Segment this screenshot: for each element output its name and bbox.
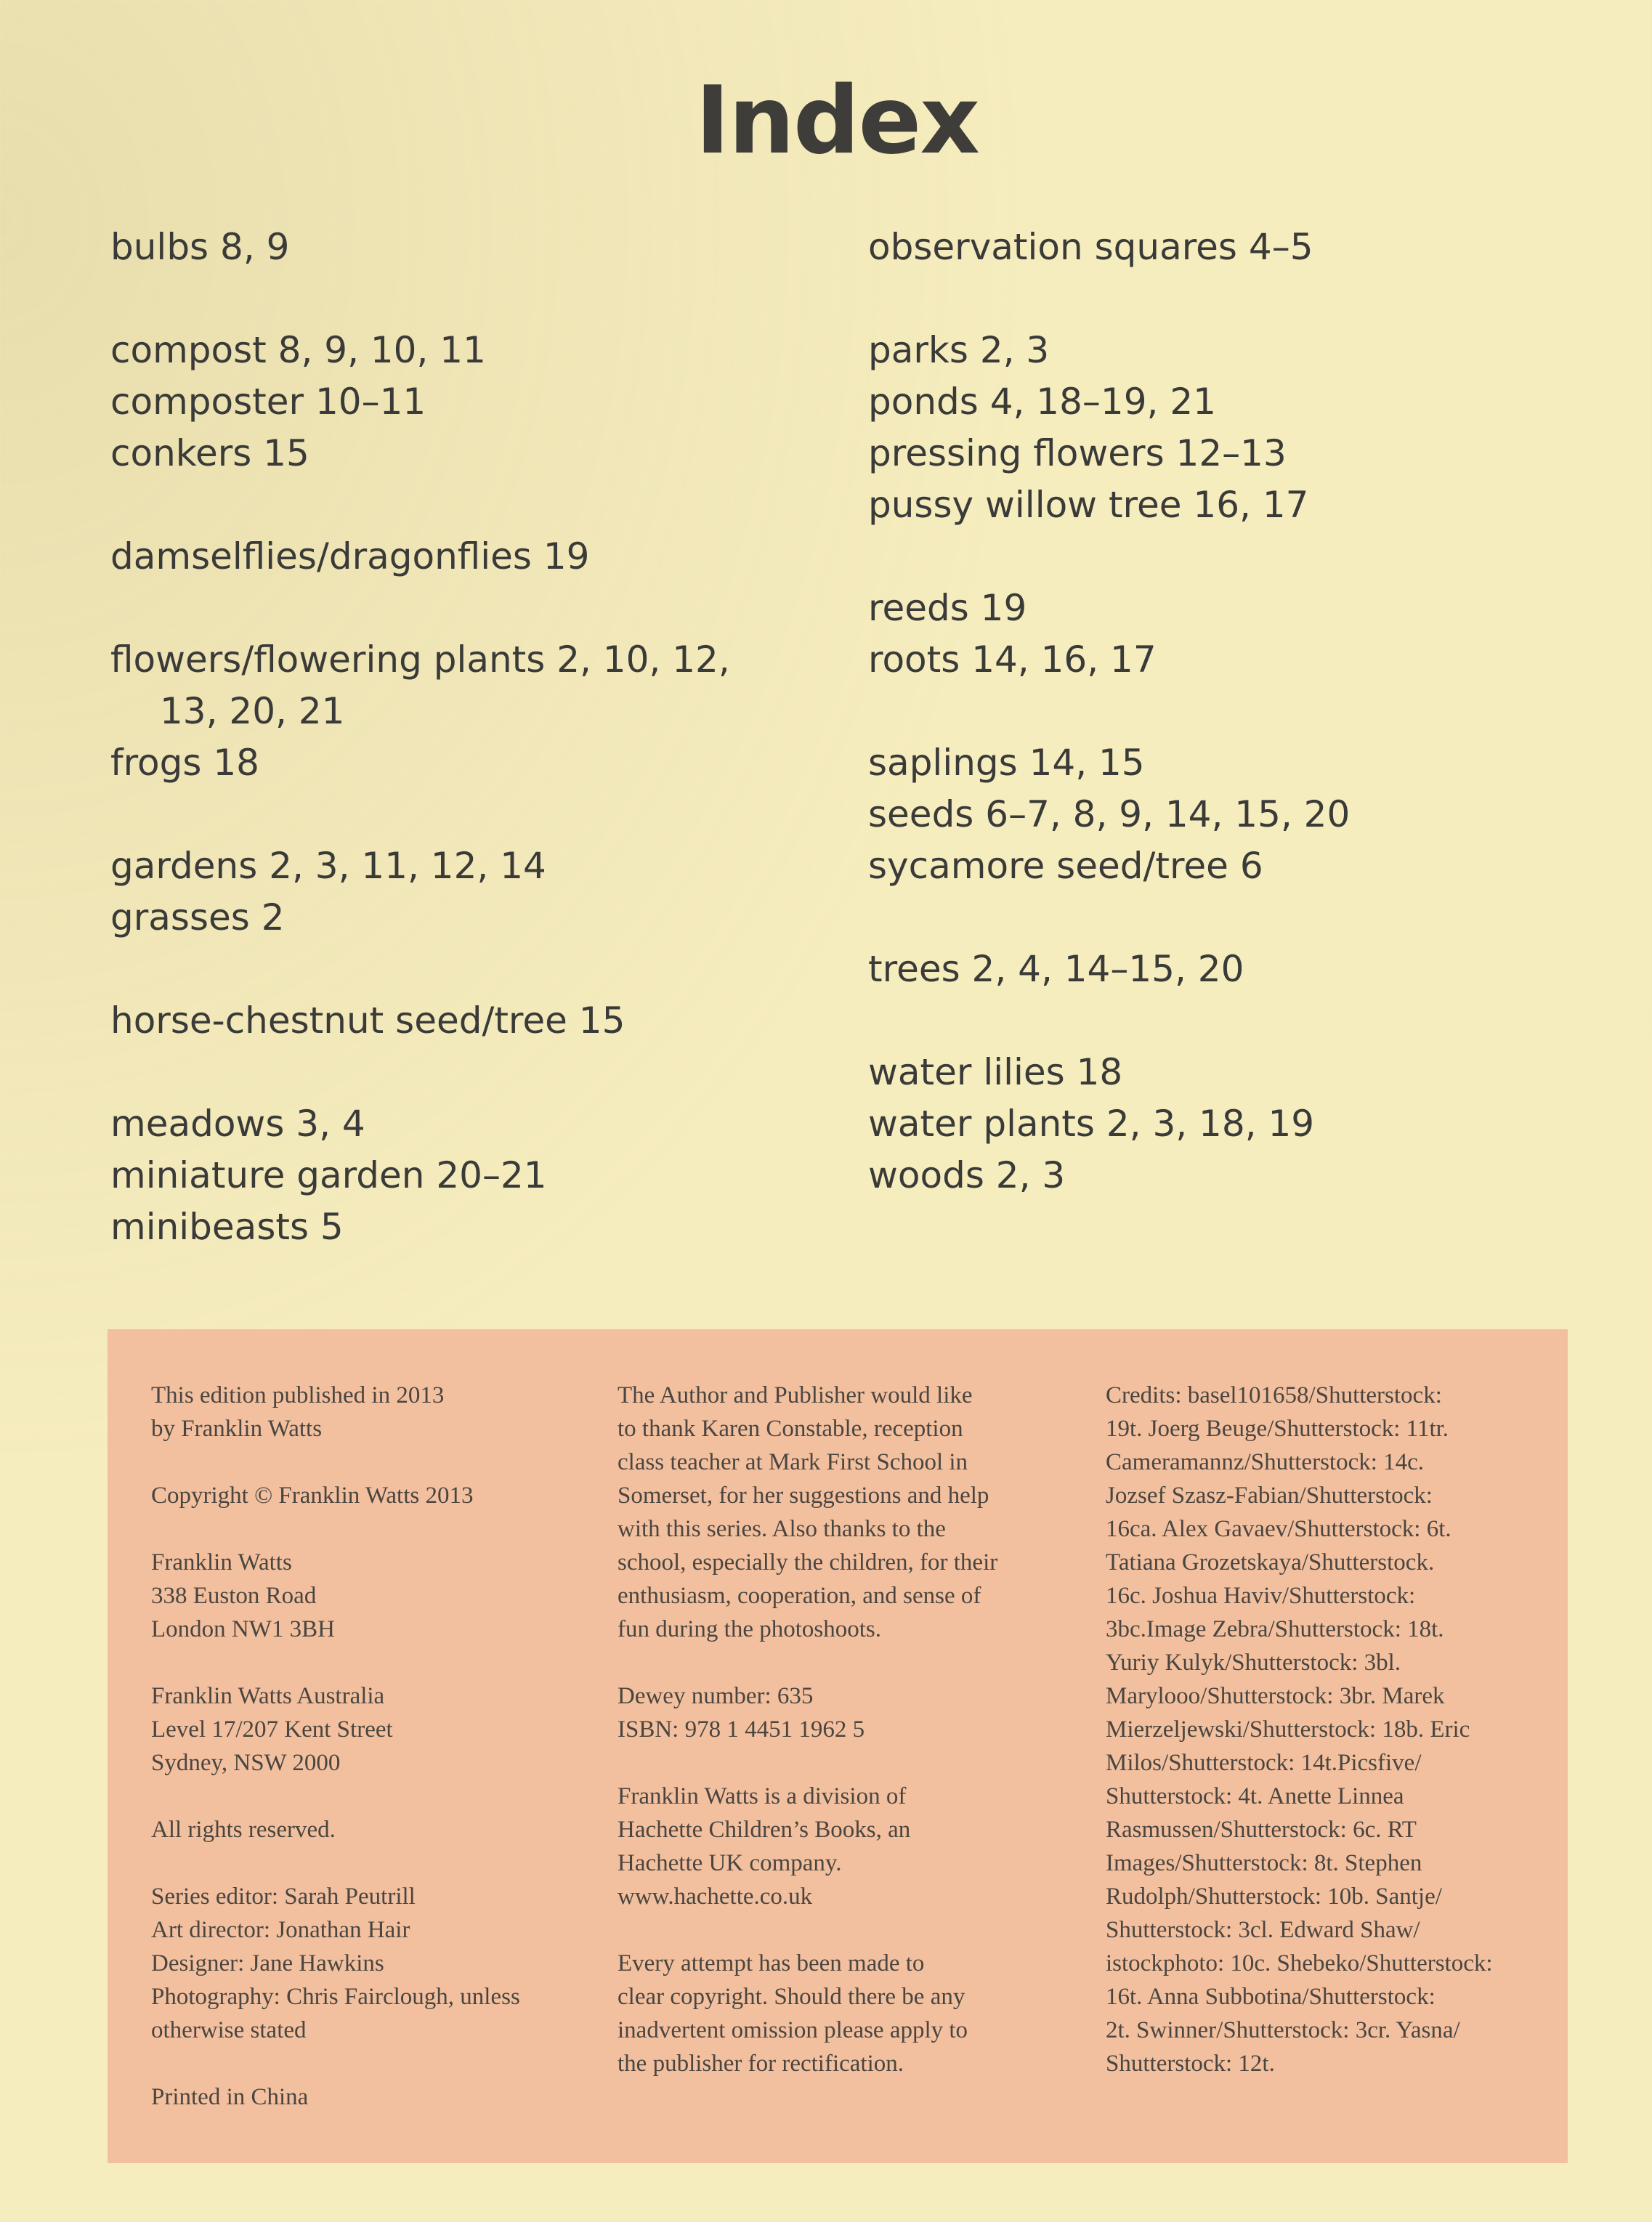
- imprint-paragraph: [151, 1679, 520, 1780]
- index-term: pussy willow tree 16, 17: [868, 484, 1309, 526]
- imprint-line: Rasmussen/Shutterstock: 6c. RT: [1106, 1817, 1417, 1843]
- imprint-line: Somerset, for her suggestions and help: [618, 1483, 989, 1509]
- imprint-column-publication: [151, 1379, 520, 2147]
- index-entry: [868, 479, 1350, 531]
- imprint-line: class teacher at Mark First School in: [618, 1449, 968, 1475]
- imprint-line: 16c. Joshua Haviv/Shutterstock:: [1106, 1583, 1416, 1609]
- index-entry: [868, 376, 1350, 428]
- index-term: sycamore seed/tree 6: [868, 845, 1263, 887]
- index-group: [110, 840, 730, 944]
- imprint-line: The Author and Publisher would like: [618, 1382, 973, 1408]
- imprint-line: the publisher for rectification.: [618, 2051, 904, 2077]
- imprint-paragraph: [151, 1813, 520, 1846]
- index-entry: [868, 428, 1350, 479]
- imprint-line: Copyright © Franklin Watts 2013: [151, 1483, 474, 1509]
- imprint-line: Mierzeljewski/Shutterstock: 18b. Eric: [1106, 1716, 1470, 1743]
- index-term: reeds 19: [868, 587, 1027, 629]
- imprint-line: Dewey number: 635: [618, 1683, 814, 1709]
- index-term: conkers 15: [110, 432, 309, 474]
- index-group: [868, 1047, 1350, 1201]
- imprint-line: 16t. Anna Subbotina/Shutterstock:: [1106, 1984, 1436, 2010]
- index-entry: [868, 634, 1350, 686]
- index-entry: [110, 376, 730, 428]
- index-entry: [110, 531, 730, 583]
- imprint-line: by Franklin Watts: [151, 1416, 323, 1442]
- index-group: [110, 222, 730, 273]
- imprint-line: Milos/Shutterstock: 14t.Picsfive/: [1106, 1750, 1422, 1776]
- index-entry: [110, 222, 730, 273]
- index-term: horse-chestnut seed/tree 15: [110, 1000, 625, 1042]
- imprint-paragraph: [151, 1546, 520, 1646]
- imprint-line: Hachette Children’s Books, an: [618, 1817, 911, 1843]
- index-term: meadows 3, 4: [110, 1103, 365, 1145]
- imprint-paragraph: [618, 1947, 997, 2080]
- index-group: [110, 634, 730, 789]
- imprint-line: Marylooo/Shutterstock: 3br. Marek: [1106, 1683, 1445, 1709]
- imprint-line: www.hachette.co.uk: [618, 1884, 813, 1910]
- index-entry: [868, 1098, 1350, 1150]
- index-column-left: [110, 222, 730, 1305]
- imprint-line: enthusiasm, cooperation, and sense of: [618, 1583, 981, 1609]
- imprint-paragraph: [618, 1679, 997, 1746]
- imprint-line: Images/Shutterstock: 8t. Stephen: [1106, 1850, 1422, 1876]
- index-term: compost 8, 9, 10, 11: [110, 329, 486, 371]
- index-term: trees 2, 4, 14–15, 20: [868, 948, 1244, 990]
- index-term: grasses 2: [110, 896, 285, 938]
- imprint-line: inadvertent omission please apply to: [618, 2017, 968, 2043]
- index-entry: [868, 840, 1350, 892]
- imprint-line: Every attempt has been made to: [618, 1950, 925, 1976]
- imprint-line: Photography: Chris Fairclough, unless: [151, 1984, 520, 2010]
- index-entry: [110, 325, 730, 376]
- imprint-line: Franklin Watts Australia: [151, 1683, 385, 1709]
- index-group: [868, 737, 1350, 892]
- imprint-line: Yuriy Kulyk/Shutterstock: 3bl.: [1106, 1650, 1401, 1676]
- imprint-line: 16ca. Alex Gavaev/Shutterstock: 6t.: [1106, 1516, 1451, 1542]
- page-title: Index: [695, 67, 979, 175]
- index-term: pressing flowers 12–13: [868, 432, 1287, 474]
- imprint-paragraph: [1106, 1379, 1493, 2080]
- index-term: saplings 14, 15: [868, 742, 1145, 784]
- imprint-paragraph: [151, 1379, 520, 1445]
- index-term-continuation: 13, 20, 21: [160, 690, 345, 732]
- index-term: damselflies/dragonflies 19: [110, 535, 590, 577]
- index-term: bulbs 8, 9: [110, 226, 290, 268]
- index-entry: [868, 944, 1350, 995]
- index-entry: [868, 737, 1350, 789]
- imprint-paragraph: [618, 1379, 997, 1646]
- index-entry: [110, 1150, 730, 1201]
- index-entry: [868, 1047, 1350, 1098]
- imprint-line: Credits: basel101658/Shutterstock:: [1106, 1382, 1442, 1408]
- index-term: woods 2, 3: [868, 1154, 1066, 1196]
- imprint-line: 3bc.Image Zebra/Shutterstock: 18t.: [1106, 1616, 1444, 1642]
- imprint-line: Art director: Jonathan Hair: [151, 1917, 410, 1943]
- imprint-line: to thank Karen Constable, reception: [618, 1416, 963, 1442]
- imprint-paragraph: [618, 1780, 997, 1913]
- imprint-line: This edition published in 2013: [151, 1382, 445, 1408]
- index-term: miniature garden 20–21: [110, 1154, 547, 1196]
- index-entry: [110, 840, 730, 892]
- imprint-line: Shutterstock: 3cl. Edward Shaw/: [1106, 1917, 1420, 1943]
- index-entry: [110, 1201, 730, 1253]
- imprint-line: Franklin Watts is a division of: [618, 1783, 907, 1809]
- imprint-line: 338 Euston Road: [151, 1583, 317, 1609]
- imprint-line: London NW1 3BH: [151, 1616, 335, 1642]
- index-group: [110, 1098, 730, 1253]
- index-term: roots 14, 16, 17: [868, 638, 1157, 681]
- imprint-line: ISBN: 978 1 4451 1962 5: [618, 1716, 865, 1743]
- imprint-line: Hachette UK company.: [618, 1850, 842, 1876]
- imprint-line: 2t. Swinner/Shutterstock: 3cr. Yasna/: [1106, 2017, 1460, 2043]
- index-term: water plants 2, 3, 18, 19: [868, 1103, 1315, 1145]
- index-entry: [110, 892, 730, 944]
- index-term: water lilies 18: [868, 1051, 1123, 1093]
- index-entry: [868, 325, 1350, 376]
- imprint-line: Rudolph/Shutterstock: 10b. Santje/: [1106, 1884, 1442, 1910]
- imprint-line: istockphoto: 10c. Shebeko/Shutterstock:: [1106, 1950, 1493, 1976]
- index-entry: [110, 995, 730, 1047]
- imprint-line: Designer: Jane Hawkins: [151, 1950, 384, 1976]
- imprint-line: Tatiana Grozetskaya/Shutterstock.: [1106, 1549, 1435, 1576]
- imprint-line: All rights reserved.: [151, 1817, 336, 1843]
- imprint-line: Sydney, NSW 2000: [151, 1750, 341, 1776]
- imprint-line: Printed in China: [151, 2084, 309, 2110]
- index-term: ponds 4, 18–19, 21: [868, 381, 1216, 423]
- index-term: parks 2, 3: [868, 329, 1050, 371]
- imprint-paragraph: [151, 1479, 520, 1512]
- index-column-right: [868, 222, 1350, 1253]
- index-group: [110, 531, 730, 583]
- index-entry: [868, 222, 1350, 273]
- index-group: [110, 325, 730, 479]
- index-group: [868, 944, 1350, 995]
- index-term: seeds 6–7, 8, 9, 14, 15, 20: [868, 793, 1351, 835]
- imprint-line: fun during the photoshoots.: [618, 1616, 881, 1642]
- imprint-line: Level 17/207 Kent Street: [151, 1716, 393, 1743]
- imprint-line: school, especially the children, for their: [618, 1549, 998, 1576]
- index-group: [868, 222, 1350, 273]
- index-entry: [110, 1098, 730, 1150]
- imprint-column-credits: [1106, 1379, 1493, 2114]
- index-term: minibeasts 5: [110, 1206, 344, 1248]
- imprint-line: Cameramannz/Shutterstock: 14c.: [1106, 1449, 1425, 1475]
- index-term: gardens 2, 3, 11, 12, 14: [110, 845, 546, 887]
- index-term: composter 10–11: [110, 381, 426, 423]
- imprint-line: otherwise stated: [151, 2017, 307, 2043]
- index-entry: [110, 634, 730, 737]
- index-entry: [110, 737, 730, 789]
- index-entry: [868, 583, 1350, 634]
- imprint-line: 19t. Joerg Beuge/Shutterstock: 11tr.: [1106, 1416, 1449, 1442]
- index-entry: [868, 789, 1350, 840]
- imprint-line: Franklin Watts: [151, 1549, 292, 1576]
- index-term: observation squares 4–5: [868, 226, 1313, 268]
- imprint-line: Shutterstock: 4t. Anette Linnea: [1106, 1783, 1404, 1809]
- imprint-line: Series editor: Sarah Peutrill: [151, 1884, 416, 1910]
- index-term: frogs 18: [110, 742, 259, 784]
- imprint-line: Shutterstock: 12t.: [1106, 2051, 1275, 2077]
- imprint-line: clear copyright. Should there be any: [618, 1984, 965, 2010]
- imprint-line: Jozsef Szasz-Fabian/Shutterstock:: [1106, 1483, 1433, 1509]
- imprint-column-acknowledgements: [618, 1379, 997, 2114]
- index-group: [868, 583, 1350, 686]
- index-group: [110, 995, 730, 1047]
- imprint-paragraph: [151, 1880, 520, 2047]
- imprint-paragraph: [151, 2080, 520, 2114]
- index-entry: [110, 428, 730, 479]
- index-term: flowers/flowering plants 2, 10, 12,: [110, 638, 730, 681]
- imprint-line: with this series. Also thanks to the: [618, 1516, 946, 1542]
- imprint-box: [108, 1329, 1568, 2163]
- index-entry: [868, 1150, 1350, 1201]
- index-group: [868, 325, 1350, 531]
